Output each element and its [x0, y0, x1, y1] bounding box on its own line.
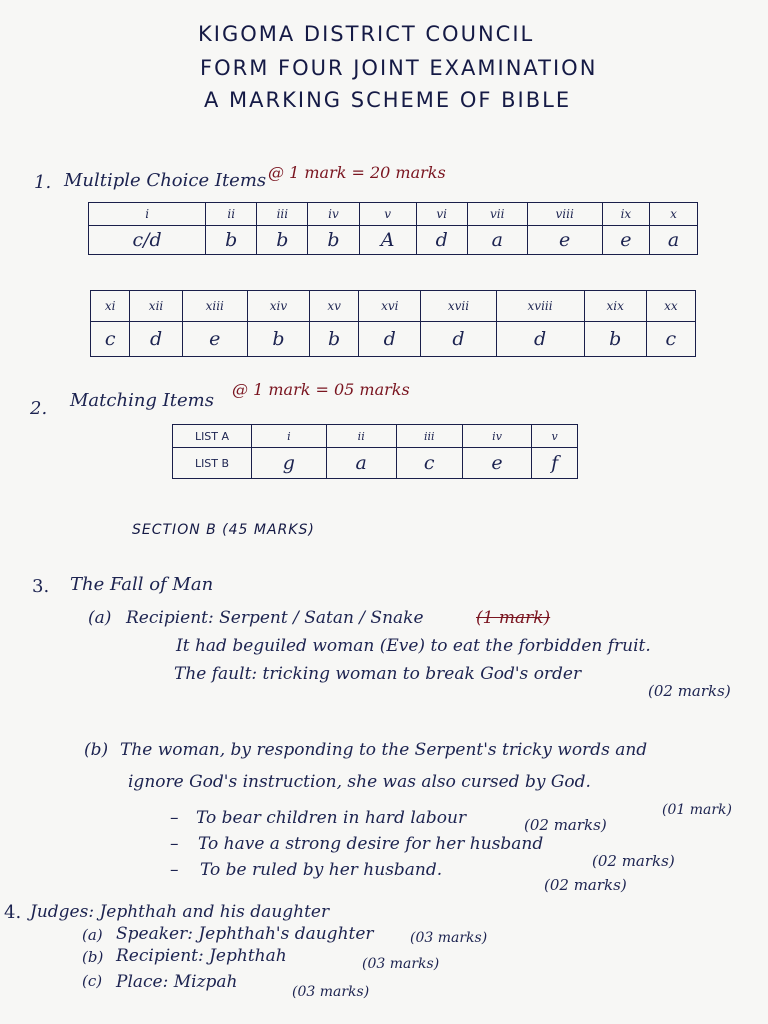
- q2-row-label: LIST B: [173, 448, 252, 479]
- q1-t2-answer-cell: b: [310, 322, 359, 357]
- header-line-2: FORM FOUR JOINT EXAMINATION: [200, 56, 598, 80]
- q2-answer-row: [173, 448, 578, 479]
- q3b-bullet-3: To be ruled by her husband.: [200, 860, 443, 880]
- q3a-line-3-marks: (02 marks): [648, 682, 731, 700]
- q2-answer-cell: a: [326, 448, 396, 479]
- q2-answer-cell: c: [396, 448, 462, 479]
- q1-table-1-answer-row: [89, 226, 698, 255]
- q3a-line-2: It had beguiled woman (Eve) to eat the forbidden fruit.: [176, 636, 651, 656]
- q2-number: 2.: [30, 398, 48, 419]
- q1-t2-answer-cell: d: [496, 322, 584, 357]
- q2-header-cell: v: [532, 425, 578, 448]
- q2-answer-cell: f: [532, 448, 578, 479]
- q4a-label: (a): [82, 926, 103, 944]
- q3-title: The Fall of Man: [70, 574, 214, 595]
- q4b-label: (b): [82, 948, 104, 966]
- q3b-line-1: The woman, by responding to the Serpent's tricky words and: [120, 740, 648, 760]
- q1-t1-answer-cell: b: [257, 226, 308, 255]
- q2-header-cell: i: [252, 425, 327, 448]
- q2-row-label: LIST A: [173, 425, 252, 448]
- q1-t2-answer-cell: d: [421, 322, 496, 357]
- q3b-bullet-dash: –: [170, 834, 179, 854]
- q1-t1-header-cell: iii: [257, 203, 308, 226]
- q1-t1-answer-cell: e: [602, 226, 650, 255]
- q1-t1-header-cell: viii: [527, 203, 602, 226]
- q3b-label: (b): [84, 740, 109, 760]
- q1-marks: @ 1 mark = 20 marks: [268, 163, 446, 182]
- q3b-bullet-dash: –: [170, 808, 179, 828]
- q3b-bullet-2: To have a strong desire for her husband: [198, 834, 544, 854]
- q1-t1-header-cell: ii: [206, 203, 257, 226]
- q1-table-1: [88, 202, 698, 255]
- q3b-bullet-3-marks: (02 marks): [544, 876, 627, 894]
- q1-t1-header-cell: x: [650, 203, 698, 226]
- q3a-label: (a): [88, 608, 112, 628]
- q1-title: Multiple Choice Items: [64, 170, 267, 191]
- q1-t1-answer-cell: a: [650, 226, 698, 255]
- q2-answer-cell: e: [462, 448, 532, 479]
- q2-title: Matching Items: [70, 390, 214, 411]
- q1-t1-answer-cell: a: [467, 226, 527, 255]
- q1-t2-header-cell: xiii: [182, 291, 247, 322]
- q2-marks: @ 1 mark = 05 marks: [232, 380, 410, 399]
- q1-t2-answer-cell: c: [646, 322, 695, 357]
- q2-header-cell: iii: [396, 425, 462, 448]
- section-b-heading: SECTION B (45 MARKS): [132, 522, 315, 538]
- q3a-line-1: Recipient: Serpent / Satan / Snake: [126, 608, 424, 628]
- q2-table: [172, 424, 578, 479]
- q4b-text: Recipient: Jephthah: [116, 946, 287, 966]
- q3b-line-2-marks: (01 mark): [662, 802, 732, 818]
- q1-t1-header-cell: v: [359, 203, 416, 226]
- q1-table-2-answer-row: [91, 322, 696, 357]
- q4c-label: (c): [82, 972, 103, 990]
- q1-t1-header-cell: iv: [308, 203, 359, 226]
- q1-t2-answer-cell: b: [584, 322, 646, 357]
- q1-t2-header-cell: xv: [310, 291, 359, 322]
- header-line-1: KIGOMA DISTRICT COUNCIL: [198, 22, 535, 46]
- q1-t2-header-cell: xii: [130, 291, 182, 322]
- q1-t1-answer-cell: d: [416, 226, 467, 255]
- q1-t1-header-cell: vii: [467, 203, 527, 226]
- q1-table-1-header-row: [89, 203, 698, 226]
- q3b-bullet-dash: –: [170, 860, 179, 880]
- q1-t2-answer-cell: c: [91, 322, 130, 357]
- q1-table-2: [90, 290, 696, 357]
- q1-t2-header-cell: xvii: [421, 291, 496, 322]
- q4a-marks: (03 marks): [410, 930, 488, 946]
- q1-t2-answer-cell: d: [130, 322, 182, 357]
- q1-t1-header-cell: ix: [602, 203, 650, 226]
- q3b-bullet-2-marks: (02 marks): [592, 852, 675, 870]
- header-line-3: A MARKING SCHEME OF BIBLE: [204, 88, 572, 112]
- q3a-struck-marks: (1 mark): [476, 608, 551, 628]
- q4-number: 4.: [4, 902, 22, 923]
- q1-t2-header-cell: xiv: [247, 291, 309, 322]
- q2-header-cell: iv: [462, 425, 532, 448]
- q1-t2-header-cell: xviii: [496, 291, 584, 322]
- q1-t1-header-cell: vi: [416, 203, 467, 226]
- q1-t2-answer-cell: e: [182, 322, 247, 357]
- q3a-line-3: The fault: tricking woman to break God's order: [174, 664, 582, 684]
- q4c-text: Place: Mizpah: [116, 972, 238, 992]
- q1-table-2-header-row: [91, 291, 696, 322]
- q3b-bullet-1: To bear children in hard labour: [196, 808, 467, 828]
- q1-t1-answer-cell: A: [359, 226, 416, 255]
- q2-header-cell: ii: [326, 425, 396, 448]
- q1-t2-header-cell: xi: [91, 291, 130, 322]
- q1-t1-header-cell: i: [89, 203, 206, 226]
- q4a-text: Speaker: Jephthah's daughter: [116, 924, 374, 944]
- q1-number: 1.: [34, 172, 52, 193]
- q4-title: Judges: Jephthah and his daughter: [30, 902, 330, 922]
- q1-t1-answer-cell: b: [308, 226, 359, 255]
- q3-number: 3.: [32, 576, 50, 597]
- q3b-bullet-1-marks: (02 marks): [524, 816, 607, 834]
- q2-answer-cell: g: [252, 448, 327, 479]
- q1-t1-answer-cell: e: [527, 226, 602, 255]
- q1-t2-answer-cell: d: [359, 322, 421, 357]
- q4b-marks: (03 marks): [362, 956, 440, 972]
- q1-t2-header-cell: xvi: [359, 291, 421, 322]
- q3b-line-2: ignore God's instruction, she was also cursed by God.: [128, 772, 591, 792]
- q1-t2-header-cell: xx: [646, 291, 695, 322]
- q4c-marks: (03 marks): [292, 984, 370, 1000]
- q1-t2-answer-cell: b: [247, 322, 309, 357]
- q1-t1-answer-cell: b: [206, 226, 257, 255]
- q2-header-row: [173, 425, 578, 448]
- q1-t2-header-cell: xix: [584, 291, 646, 322]
- q1-t1-answer-cell: c/d: [89, 226, 206, 255]
